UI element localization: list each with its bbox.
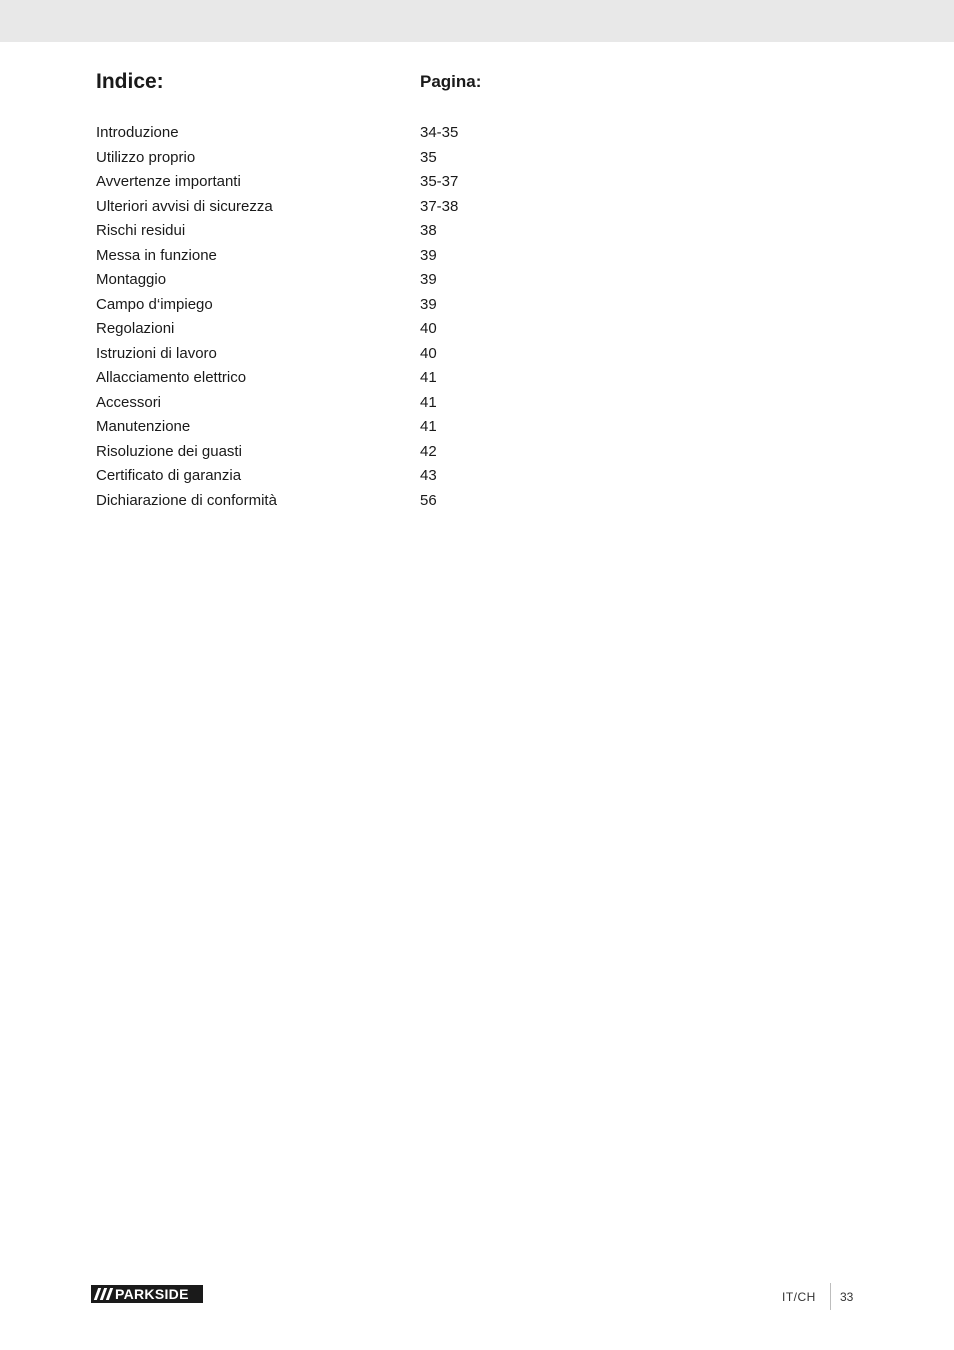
toc-entry-pages: 35 [420, 148, 437, 166]
toc-entry [96, 293, 596, 318]
footer-language: IT/CH [782, 1290, 816, 1304]
toc-entry-label: Montaggio [96, 271, 167, 288]
toc-entry [96, 489, 596, 514]
toc-entry [96, 342, 596, 367]
toc-entry [96, 268, 596, 293]
toc-entry-pages: 37-38 [420, 197, 459, 215]
toc-entry-pages: 41 [420, 418, 437, 435]
toc-entry [96, 415, 596, 440]
toc-entry-pages: 34-35 [420, 124, 459, 141]
toc-entry-label: Messa in funzione [96, 246, 217, 264]
toc-entry-pages: 56 [420, 491, 437, 509]
page-title: Indice: [96, 70, 164, 93]
toc-entry [96, 440, 596, 465]
toc-entry-label: Utilizzo proprio [96, 148, 196, 166]
toc-entry [96, 146, 596, 171]
toc-entry [96, 391, 596, 416]
toc-entry [96, 121, 596, 146]
toc-entry-pages: 35-37 [420, 173, 459, 190]
toc-entry-pages: 39 [420, 295, 437, 313]
logo-stripes-icon [91, 1285, 113, 1303]
toc-entry [96, 464, 596, 489]
toc-entry-label: Dichiarazione di conformità [96, 491, 277, 509]
toc-entry [96, 195, 596, 220]
top-band [0, 0, 954, 42]
toc-entry-pages: 40 [420, 320, 437, 337]
toc-entry-pages: 40 [420, 344, 437, 362]
logo-text: PARKSIDE [115, 1286, 189, 1302]
toc-entry-label: Rischi residui [96, 222, 186, 239]
toc-entry-label: Istruzioni di lavoro [96, 344, 217, 362]
footer-divider [830, 1283, 831, 1310]
page-column-heading: Pagina: [420, 72, 482, 91]
toc-entry-label: Avvertenze importanti [96, 173, 241, 190]
toc-entry-label: Regolazioni [96, 320, 175, 337]
toc-entry [96, 317, 596, 342]
toc-entry [96, 219, 596, 244]
toc-entry-label: Certificato di garanzia [96, 467, 242, 484]
toc-entry-pages: 38 [420, 222, 437, 239]
toc-entry-pages: 39 [420, 271, 437, 288]
toc-entry-label: Allacciamento elettrico [96, 369, 247, 386]
toc-entry [96, 244, 596, 269]
toc-entry-label: Ulteriori avvisi di sicurezza [96, 197, 273, 215]
toc-entry-pages: 39 [420, 246, 437, 264]
toc-entry-label: Campo d‘impiego [96, 295, 213, 313]
toc-entry [96, 366, 596, 391]
toc-entry-label: Introduzione [96, 124, 179, 141]
toc-entry-pages: 41 [420, 369, 437, 386]
footer-page-number: 33 [840, 1290, 854, 1304]
toc-entry-pages: 42 [420, 442, 437, 460]
table-of-contents [96, 121, 596, 513]
toc-entry-label: Accessori [96, 393, 162, 411]
toc-entry [96, 170, 596, 195]
toc-entry-label: Manutenzione [96, 418, 191, 435]
parkside-logo [91, 1285, 203, 1303]
toc-entry-pages: 41 [420, 393, 437, 411]
toc-entry-pages: 43 [420, 467, 437, 484]
toc-entry-label: Risoluzione dei guasti [96, 442, 242, 460]
